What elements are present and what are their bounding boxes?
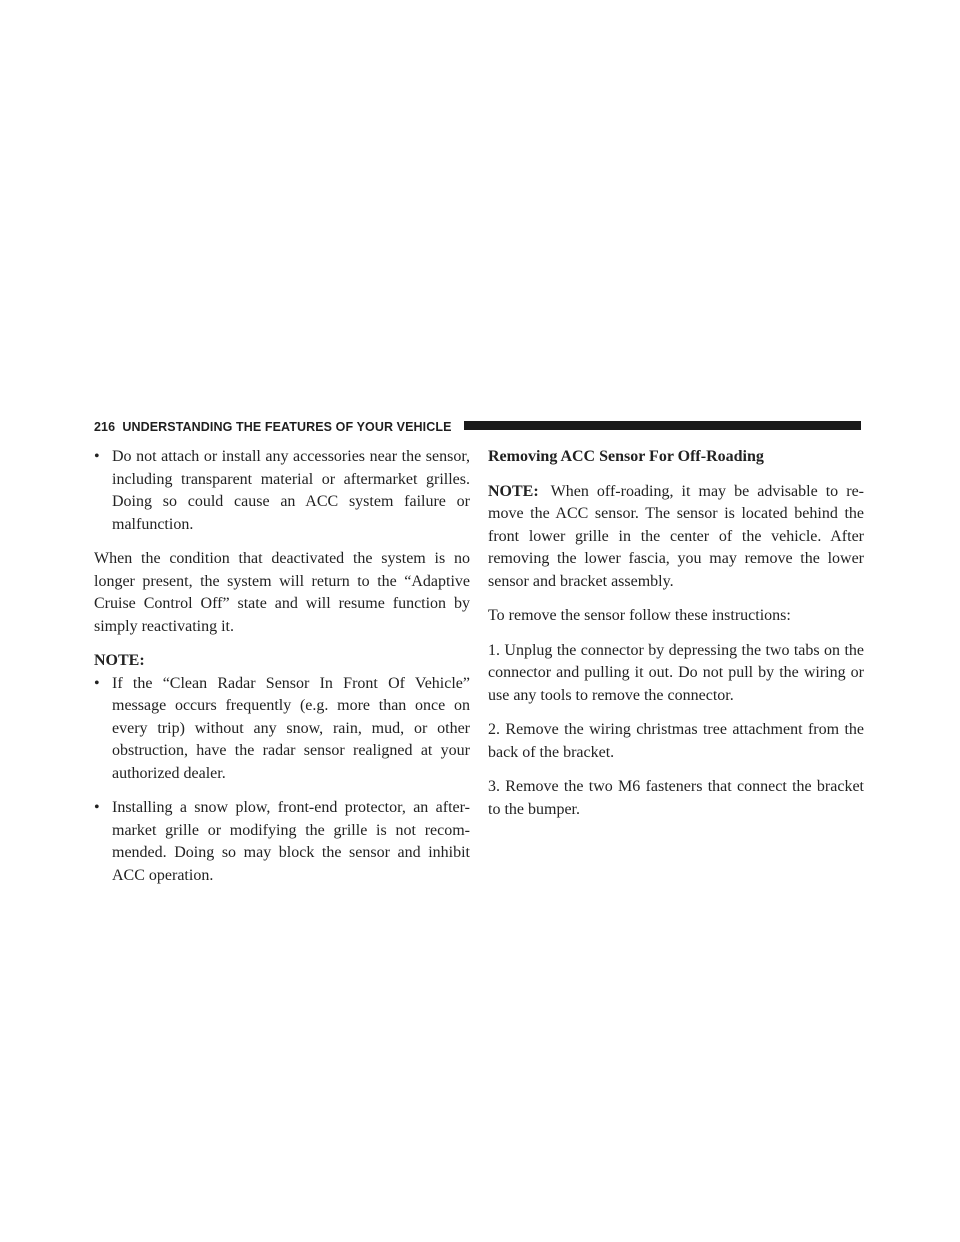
bullet-text: Installing a snow plow, front-end protector, an after-market grille or modifying the grille is not recom-mended. Doing so may block the sensor and inhibit ACC operation.	[112, 799, 470, 884]
instructions-intro: To remove the sensor follow these instructions:	[488, 607, 791, 624]
header-rule	[464, 421, 861, 430]
bullet-symbol: •	[94, 799, 100, 816]
note-text: When off-roading, it may be advisable to re-move the ACC sensor. The sensor is located behind the front lower grille in the center of the vehicle. After removing the lower fascia, you may remove the lower sensor and bracket assembly.	[488, 482, 864, 590]
bullet-item	[94, 797, 470, 887]
left-column	[94, 446, 470, 899]
step-1: 1. Unplug the connector by depressing the two tabs on the connector and pulling it out. Do not pull by the wiring or use any tools to remove the connector.	[488, 641, 864, 704]
bullet-text: Do not attach or install any accessories near the sensor, including transparent material or aftermarket grilles. Doing so could cause an ACC system failure or malfunction.	[112, 448, 470, 533]
page-header	[94, 419, 861, 437]
bullet-text: If the “Clean Radar Sensor In Front Of Vehicle” message occurs frequently (e.g. more than once on every trip) without any snow, rain, mud, or other obstruction, have the radar sensor realigned at your authorized dealer.	[112, 674, 470, 782]
note-paragraph	[488, 481, 864, 594]
paragraph-reactivation: When the condition that deactivated the system is no longer present, the system will return to the “Adaptive Cruise Control Off” state and will resume function by simply reactivating it.	[94, 550, 470, 635]
bullet-item	[94, 673, 470, 786]
note-label: NOTE:	[488, 482, 539, 500]
note-label: NOTE:	[94, 652, 145, 669]
step-3: 3. Remove the two M6 fasteners that connect the bracket to the bumper.	[488, 778, 864, 818]
page-number: 216	[94, 420, 116, 434]
step-2: 2. Remove the wiring christmas tree attachment from the back of the bracket.	[488, 721, 864, 761]
section-heading: Removing ACC Sensor For Off-Roading	[488, 448, 764, 465]
section-title: UNDERSTANDING THE FEATURES OF YOUR VEHICLE	[122, 420, 452, 434]
header-text	[94, 419, 452, 435]
right-column	[488, 446, 864, 833]
bullet-symbol: •	[94, 674, 100, 692]
bullet-symbol: •	[94, 448, 100, 465]
bullet-item	[94, 446, 470, 536]
